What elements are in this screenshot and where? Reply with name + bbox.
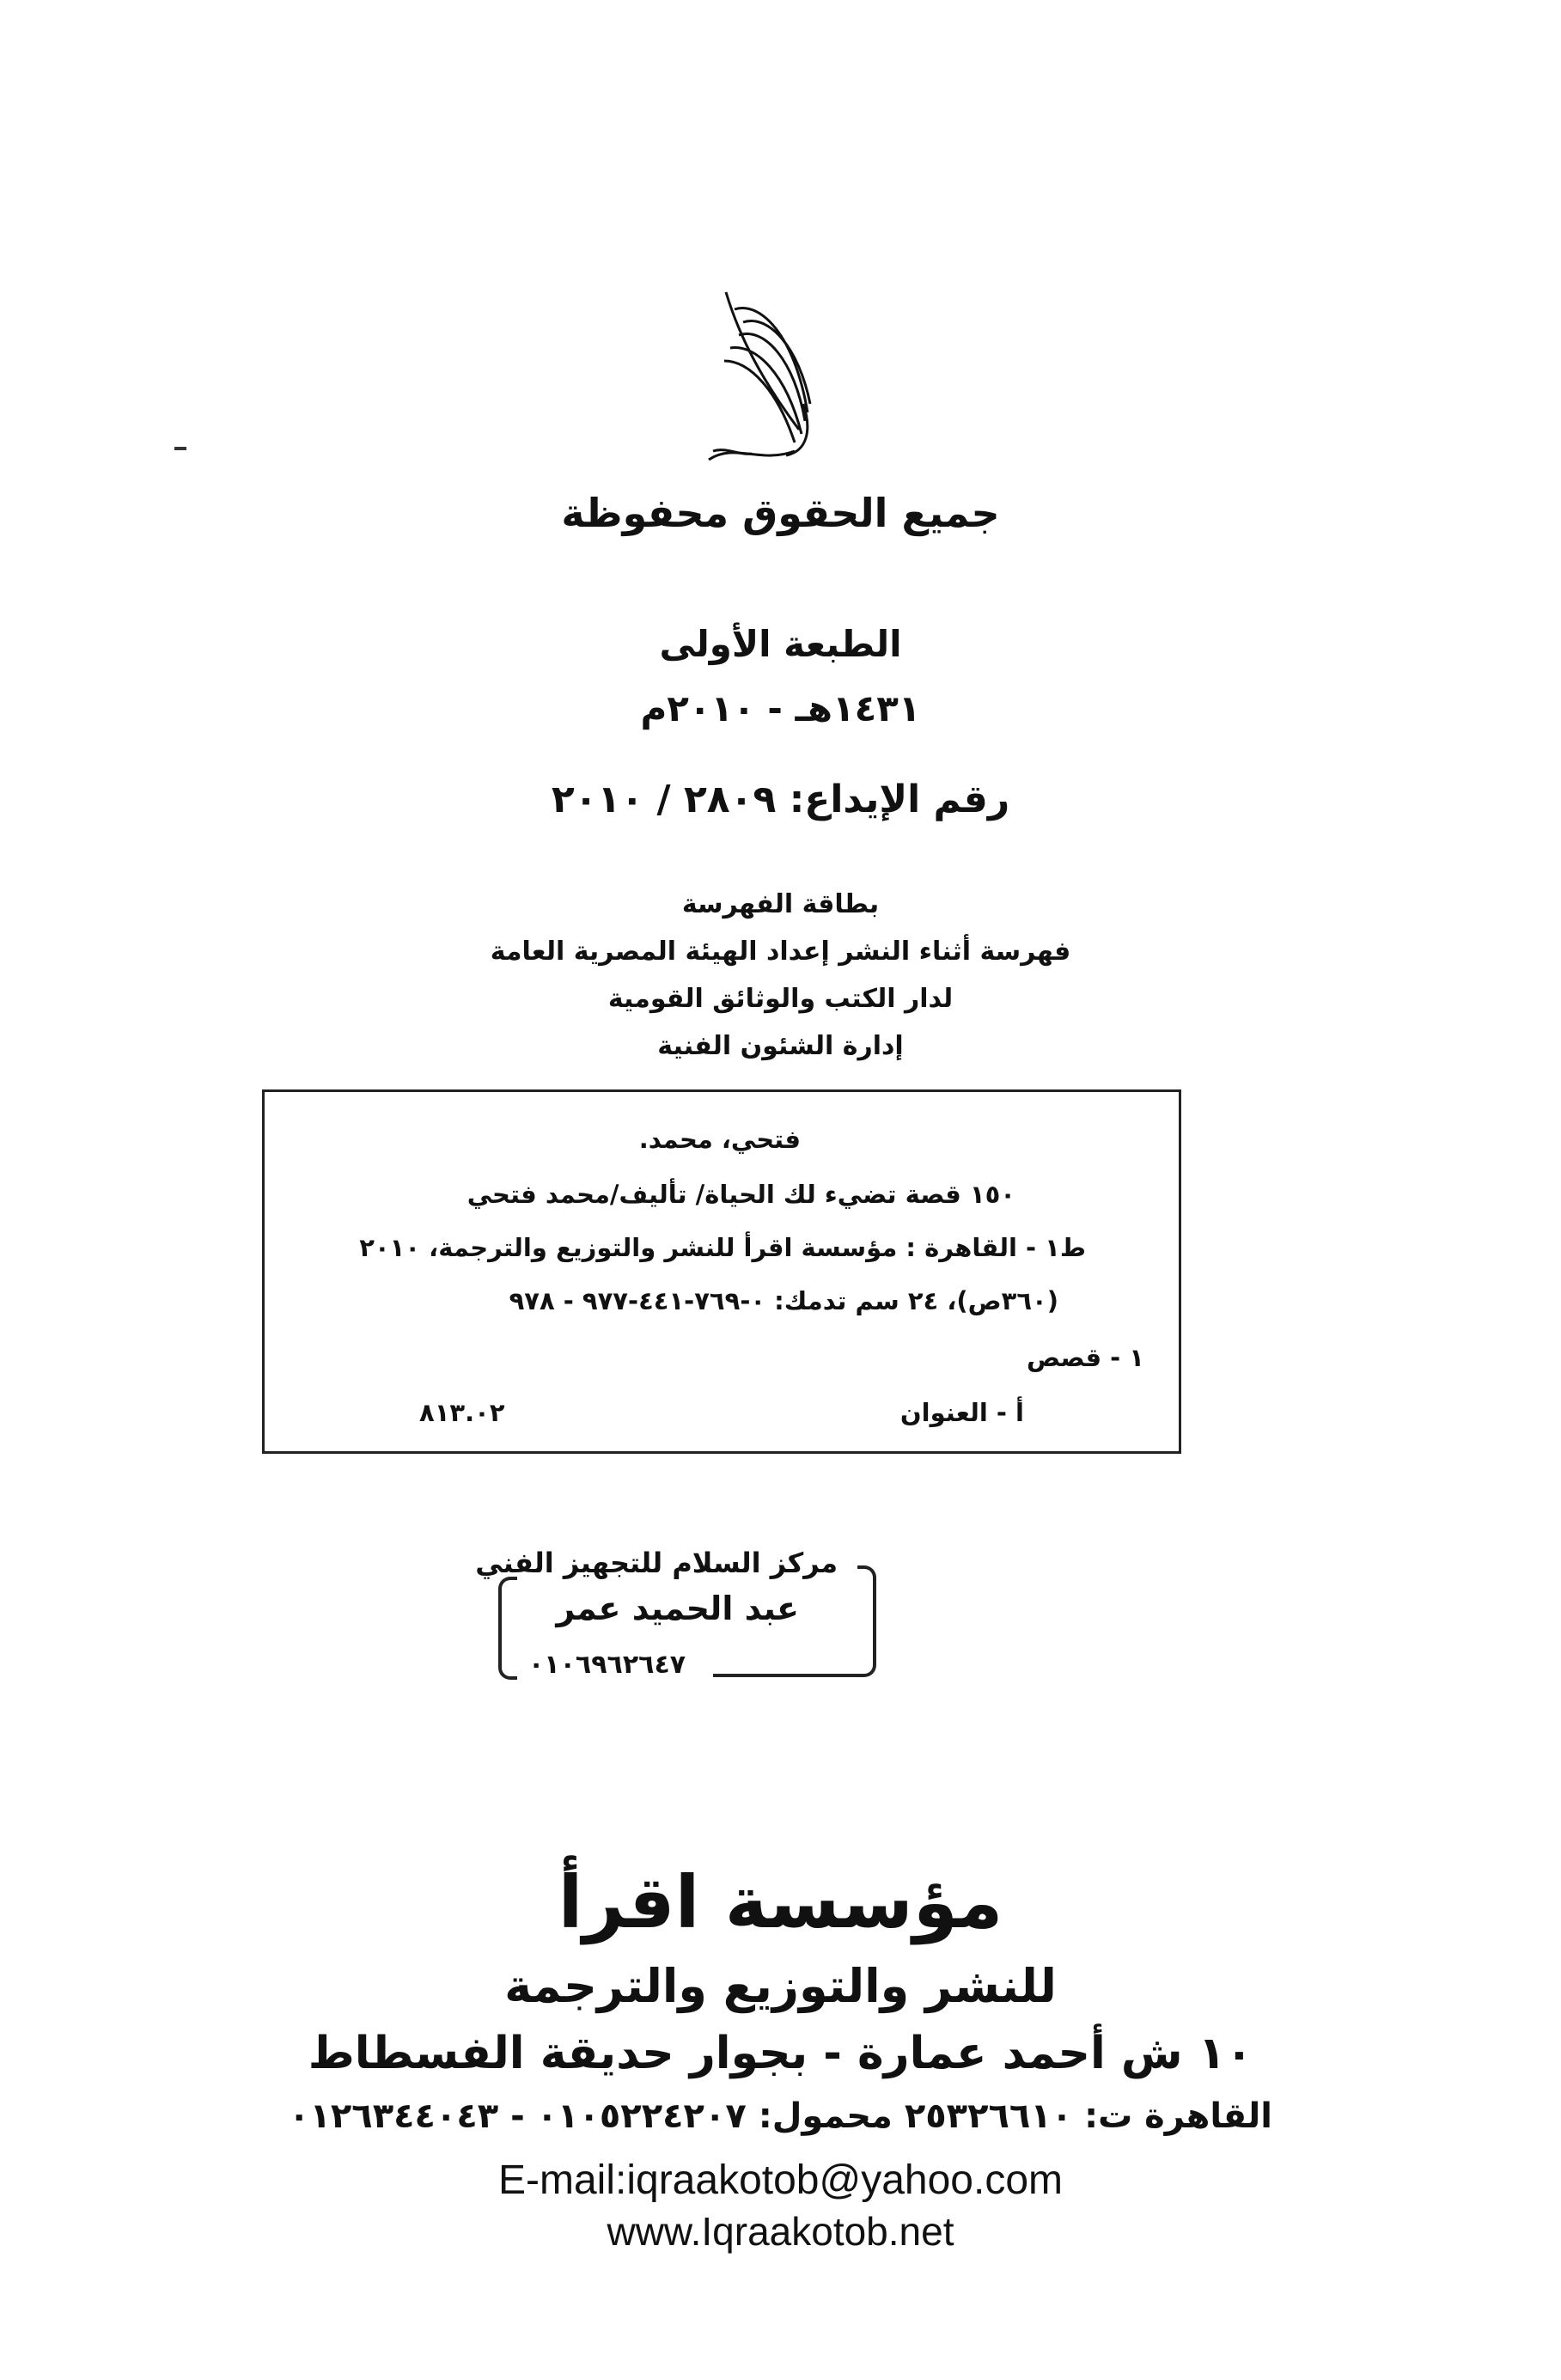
record-author: فتحي، محمد. — [638, 1125, 801, 1154]
stamp-bracket-right — [857, 1565, 876, 1677]
stamp-person-name: عبد الحميد عمر — [556, 1590, 799, 1627]
catalog-department-line: إدارة الشئون الفنية — [657, 1031, 904, 1061]
publisher-subtitle: للنشر والتوزيع والترجمة — [504, 1959, 1057, 2013]
rights-reserved: جميع الحقوق محفوظة — [561, 490, 1000, 536]
catalog-card-title: بطاقة الفهرسة — [681, 889, 880, 919]
record-classification: ٨١٣.٠٢ — [419, 1398, 505, 1427]
publisher-name: مؤسسة اقرأ — [558, 1860, 1003, 1944]
record-title-heading: أ - العنوان — [899, 1398, 1024, 1427]
record-physical-description: (٣٦٠ص)، ٢٤ سم تدمك: ٠-٧٦٩-٤٤١-٩٧٧ - ٩٧٨ — [509, 1286, 1058, 1315]
stamp-phone: ٠١٠٦٩٦٢٦٤٧ — [528, 1650, 686, 1680]
publication-year: ١٤٣١هـ - ٢٠١٠م — [640, 687, 921, 729]
typesetting-stamp — [475, 1547, 876, 1688]
catalog-authority-line: فهرسة أثناء النشر إعداد الهيئة المصرية العامة — [490, 937, 1071, 967]
record-publication: ط١ - القاهرة : مؤسسة اقرأ للنشر والتوزيع والترجمة، ٢٠١٠ — [359, 1233, 1086, 1262]
cataloging-record-box — [262, 1089, 1181, 1454]
publisher-logo-icon — [657, 284, 846, 473]
record-subject: ١ - قصص — [1026, 1343, 1144, 1372]
stamp-bracket-left — [498, 1577, 517, 1680]
publisher-phones: القاهرة ت: ٢٥٣٢٦٦١٠ محمول: ٠١٠٥٢٢٤٢٠٧ - ٠١٢٦٣٤٤٠٤٣ — [289, 2096, 1272, 2136]
stamp-underline — [713, 1674, 857, 1677]
catalog-library-line: لدار الكتب والوثائق القومية — [607, 984, 954, 1014]
publisher-email[interactable]: E-mail:iqraakotob@yahoo.com — [497, 2157, 1064, 2203]
edition-label: الطبعة الأولى — [659, 623, 902, 665]
publisher-address: ١٠ ش أحمد عمارة - بجوار حديقة الفسطاط — [308, 2028, 1253, 2079]
publisher-website[interactable]: www.Iqraakotob.net — [607, 2209, 954, 2254]
stray-mark — [174, 447, 186, 450]
deposit-number: رقم الإيداع: ٢٨٠٩ / ٢٠١٠ — [551, 778, 1010, 821]
record-title: ١٥٠ قصة تضيء لك الحياة/ تأليف/محمد فتحي — [466, 1180, 1015, 1209]
stamp-center-name: مركز السلام للتجهيز الفني — [475, 1547, 838, 1579]
